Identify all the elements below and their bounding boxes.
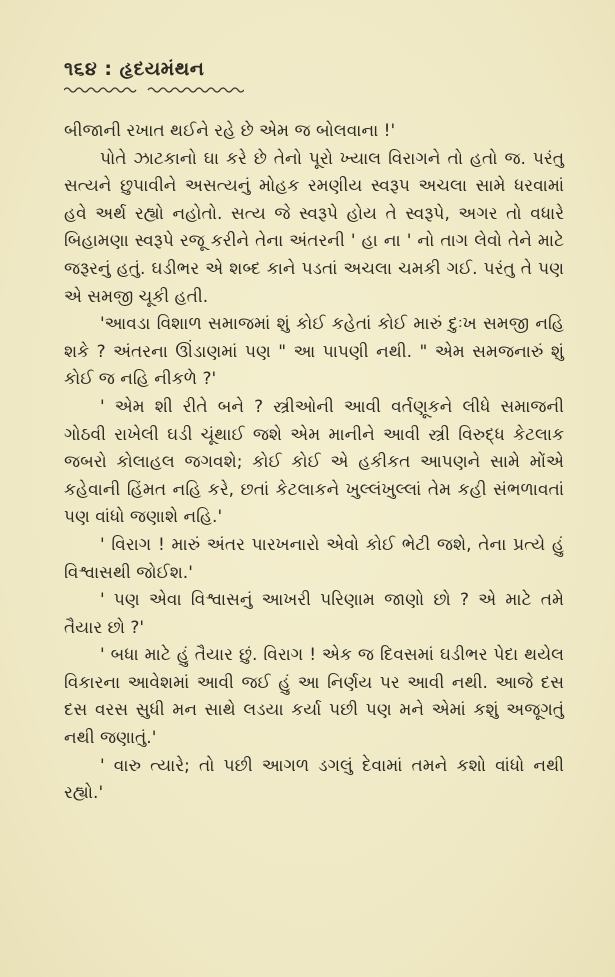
page-header [64, 58, 204, 80]
paragraph-7: ' બધા માટે હું તૈયાર છું. વિરાગ ! એક જ દિવસમાં ઘડીભર પેદા થયેલ વિકારના આવેશમાં આવી જઈ હું આ નિર્ણય પર આવી નથી. આજે દસ દસ વરસ સુધી મન સાથે લડયા કર્યા પછી પણ મને એમાં કશું અજૂગતું નથી જણાતું.' [64, 645, 564, 749]
paragraph-3: 'આવડા વિશાળ સમાજમાં શું કોઈ કહેતાં કોઈ મારું દુઃખ સમજી નહિ શકે ? અંતરના ઊંડાણમાં પણ " આ પાપણી નથી. " એમ સમજનારું શું કોઈ જ નહિ નીકળે ?' [64, 314, 564, 390]
paragraph-6: ' પણ એવા વિશ્વાસનું આખરી પરિણામ જાણો છો ? એ માટે તમે તૈયાર છો ?' [64, 590, 564, 638]
paragraph-2: પોતે ઝાટકાનો ઘા કરે છે તેનો પૂરો ખ્યાલ વિરાગને તો હતો જ. પરંતુ સત્યને છુપાવીને અસત્યનું મોહક રમણીય સ્વરૂપ અચલા સામે ધરવામાં હવે અર્થ રહ્યો નહોતો. સત્ય જે સ્વરૂપે હોય તે સ્વરૂપે, અગર તો વધારે બિહામણા સ્વરૂપે રજૂ કરીને તેના અંતરની ' હા ના ' નો તાગ લેવો તેને માટે જરૂરનું હતું. ઘડીભર એ શબ્દ કાને પડતાં અચલા ચમકી ગઈ. પરંતુ તે પણ એ સમજી ચૂકી હતી. [64, 148, 564, 307]
paragraph-1: બીજાની રખાત થઈને રહે છે એમ જ બોલવાના !' [64, 121, 396, 141]
paragraph-8: ' વારુ ત્યારે; તો પછી આગળ ડગલું દેવામાં તમને કશો વાંધો નથી રહ્યો.' [64, 755, 564, 804]
book-title: હૃદયમંથન [119, 58, 205, 80]
page-number: ૧૬૪ [64, 58, 98, 80]
paragraph-4: ' એમ શી રીતે બને ? સ્ત્રીઓની આવી વર્તણૂકને લીધે સમાજની ગોઠવી રાખેલી ઘડી ચૂંથાઈ જશે એમ માનીને આવી સ્ત્રી વિરુદ્ધ કેટલાક જબરો કોલાહલ જગવશે; કોઈ કોઈ એ હકીકત આપણને સામે મોંએ કહેવાની હિંમત નહિ કરે, છતાં કેટલાકને ખુલ્લંખુલ્લાં તેમ કહી સંભળાવતાં પણ વાંધો જણાશે નહિ.' [64, 396, 564, 528]
page-body [64, 118, 564, 808]
paragraph-5: ' વિરાગ ! મારું અંતર પારખનારો એવો કોઈ ભેટી જશે, તેના પ્રત્યે હું વિશ્વાસથી જોઈશ.' [64, 534, 564, 583]
header-separator: : [104, 58, 113, 80]
header-wavy-underline [64, 86, 244, 94]
